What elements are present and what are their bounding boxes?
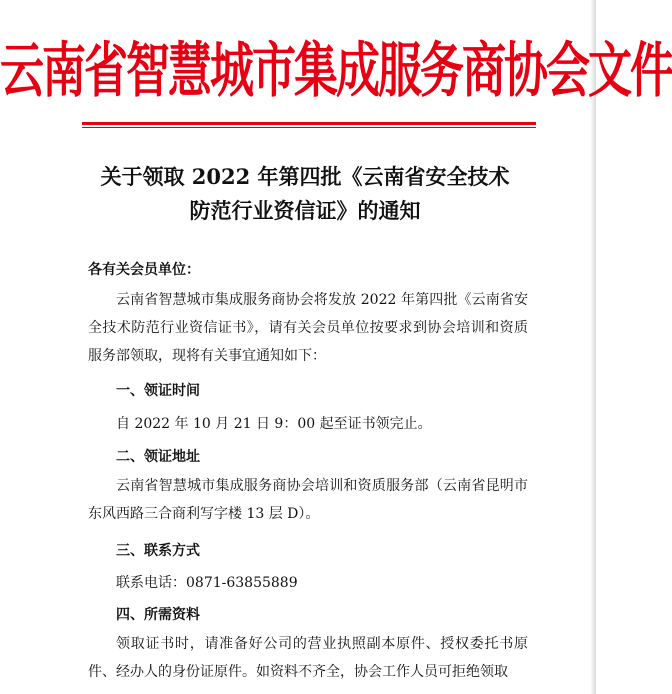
document-title-line-2: 防范行业资信证》的通知 <box>189 198 421 223</box>
intro-paragraph: 云南省智慧城市集成服务商协会将发放 2022 年第四批《云南省安全技术防范行业资信证书》，请有关会员单位按要求到协会培训和资质服务部领取，现将有关事宜通知如下： <box>88 292 528 364</box>
section-body-time: 自 2022 年 10 月 21 日 9：00 起至证书领完止。 <box>116 416 432 432</box>
masthead-red-rule <box>82 122 536 125</box>
section-body-address: 云南省智慧城市集成服务商协会培训和资质服务部（云南省昆明市东风西路三合商利写字楼 13 层 D）。 <box>88 478 528 522</box>
document-title-line-1: 关于领取 2022 年第四批《云南省安全技术 <box>100 164 510 189</box>
masthead-title: 云南省智慧城市集成服务商协会文件 <box>0 36 672 106</box>
section-heading-contact: 三、联系方式 <box>116 543 200 559</box>
section-body-materials: 领取证书时，请准备好公司的营业执照副本原件、授权委托书原件、经办人的身份证原件。如资料不齐全，协会工作人员可拒绝领取 <box>88 636 528 680</box>
document-title <box>70 160 540 228</box>
section-body-contact: 联系电话：0871-63855889 <box>116 575 298 591</box>
masthead-red-rule-thin <box>82 127 536 128</box>
section-heading-address: 二、领证地址 <box>116 449 200 465</box>
section-heading-time: 一、领证时间 <box>116 383 200 399</box>
salutation: 各有关会员单位： <box>88 262 200 278</box>
section-heading-materials: 四、所需资料 <box>116 607 200 623</box>
